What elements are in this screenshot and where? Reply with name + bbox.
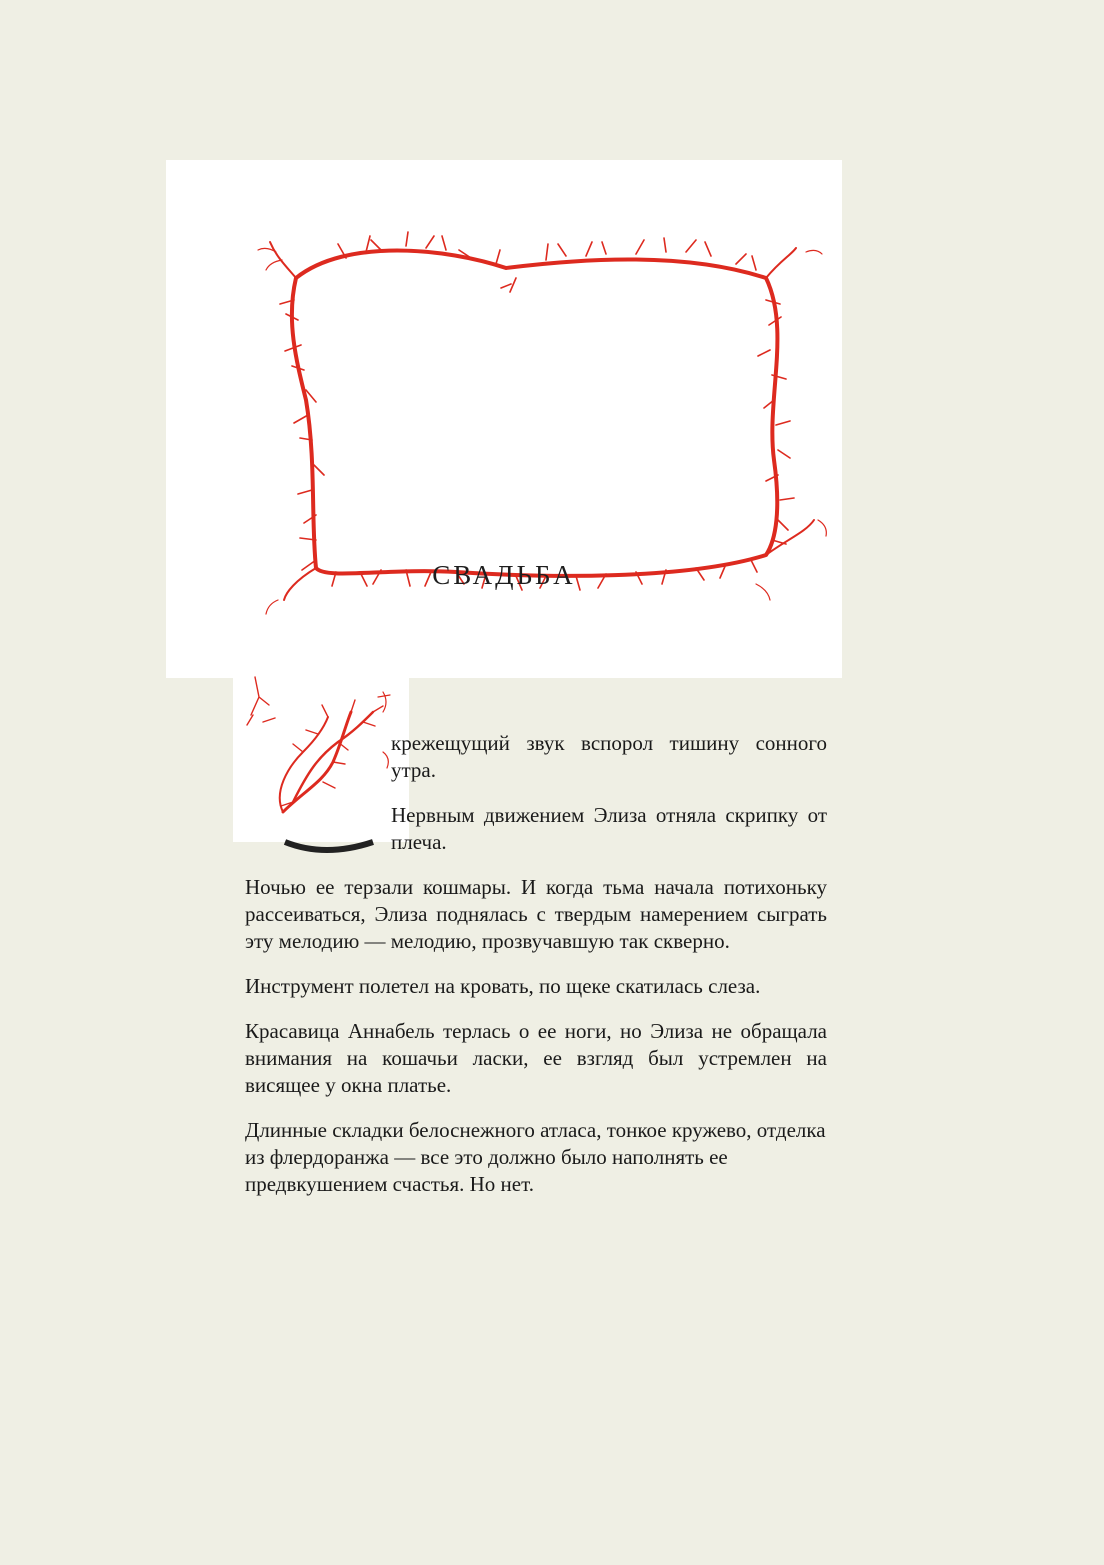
paragraph-2: Нервным движением Элиза отняла скрипку от плеча. xyxy=(391,803,827,854)
branch-frame-ornament xyxy=(166,160,842,678)
paragraph-6: Длинные складки белоснежного атласа, тонкое кружево, отделка из флердоранжа — все это должно было наполнять ее предвкушением счастья. Но нет. xyxy=(245,1118,826,1196)
paragraph-4: Инструмент полетел на кровать, по щеке скатилась слеза. xyxy=(245,974,761,998)
paragraph-1: крежещущий звук вспорол тишину сонного утра. xyxy=(391,731,827,782)
chapter-body xyxy=(245,730,827,1216)
paragraph-5: Красавица Аннабель терлась о ее ноги, но Элиза не обращала внимания на кошачьи ласки, ее взгляд был устремлен на висящее у окна платье. xyxy=(245,1019,827,1097)
chapter-header-card xyxy=(166,160,842,678)
paragraph-3: Ночью ее терзали кошмары. И когда тьма начала потихоньку рассеиваться, Элиза поднялась с твердым намерением сыграть эту мелодию — мелодию, прозвучавшую так скверно. xyxy=(245,875,827,953)
chapter-title: СВАДЬБА xyxy=(432,560,576,590)
